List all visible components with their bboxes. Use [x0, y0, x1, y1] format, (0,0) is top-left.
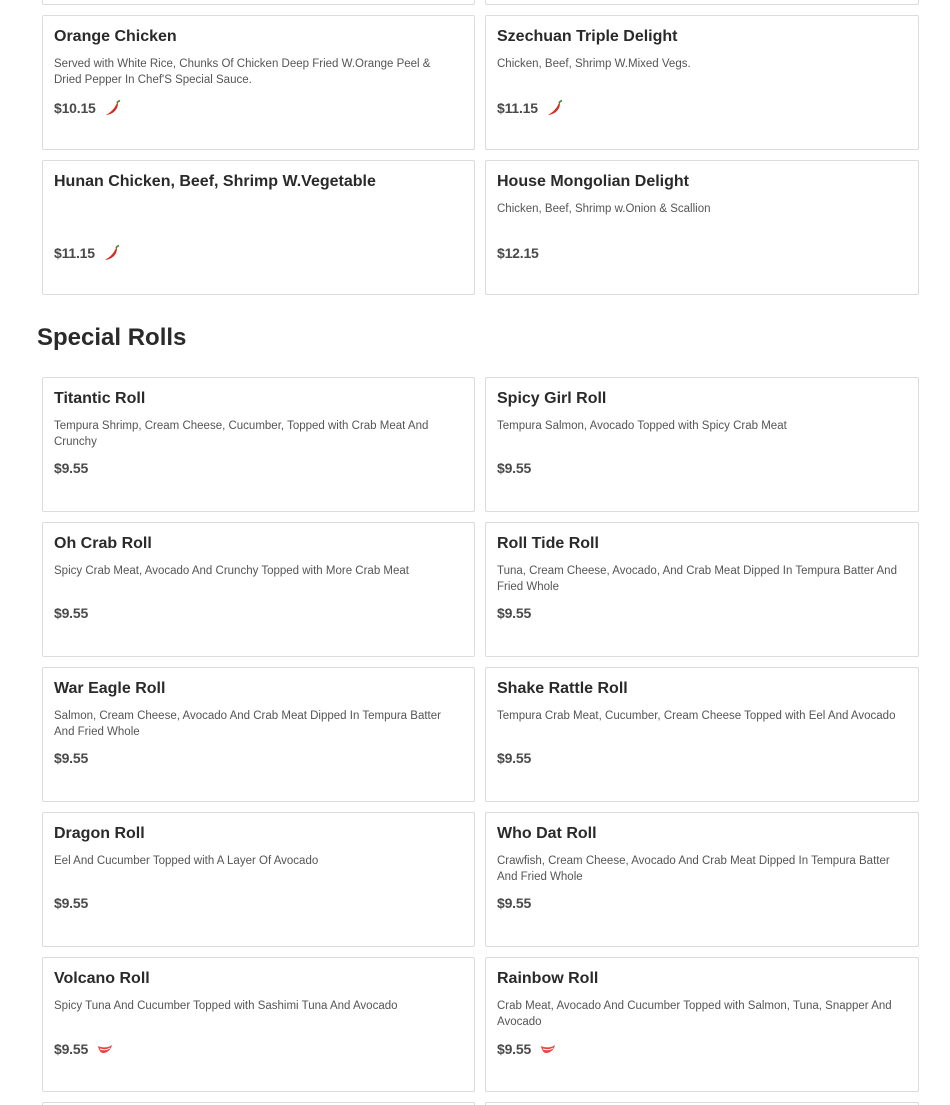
- item-name: Rainbow Roll: [497, 970, 599, 987]
- price-row: [497, 746, 531, 770]
- menu-item-card[interactable]: [42, 667, 475, 802]
- item-price: $9.55: [497, 750, 532, 766]
- item-price: $9.55: [497, 1041, 532, 1057]
- item-price: $9.55: [54, 1041, 89, 1057]
- menu-item-card[interactable]: [42, 15, 475, 150]
- item-price: $9.55: [497, 460, 532, 476]
- item-description: Crawfish, Cream Cheese, Avocado And Crab Meat Dipped In Tempura Batter And Fried Whole: [497, 855, 890, 883]
- special-rolls-grid: [42, 377, 919, 1092]
- menu-item-card[interactable]: [42, 377, 475, 512]
- price-row: [497, 456, 531, 480]
- item-price: $9.55: [54, 605, 89, 621]
- price-row: [54, 456, 88, 480]
- price-row: [54, 601, 88, 625]
- item-price: $9.55: [54, 895, 89, 911]
- item-price: $11.15: [497, 100, 538, 116]
- price-row: [497, 891, 531, 915]
- item-description: Chicken, Beef, Shrimp w.Onion & Scallion: [497, 203, 711, 215]
- item-price: $9.55: [54, 750, 89, 766]
- item-description: Eel And Cucumber Topped with A Layer Of Avocado: [54, 855, 319, 867]
- item-price: $11.15: [54, 245, 95, 261]
- item-name: Spicy Girl Roll: [497, 390, 607, 407]
- menu-item-card[interactable]: [485, 15, 919, 150]
- price-row: [497, 96, 564, 120]
- item-name: Dragon Roll: [54, 825, 145, 842]
- item-name: Szechuan Triple Delight: [497, 28, 678, 45]
- menu-item-card[interactable]: [42, 160, 475, 295]
- menu-item-card[interactable]: [485, 812, 919, 947]
- item-name: Oh Crab Roll: [54, 535, 152, 552]
- item-price: $9.55: [497, 605, 532, 621]
- item-name: Titantic Roll: [54, 390, 146, 407]
- entree-grid: [42, 15, 919, 295]
- item-description: Tuna, Cream Cheese, Avocado, And Crab Meat Dipped In Tempura Batter And Fried Whole: [497, 565, 897, 593]
- price-row: [54, 1037, 114, 1061]
- price-row: [497, 601, 531, 625]
- item-description: Spicy Crab Meat, Avocado And Crunchy Topped with More Crab Meat: [54, 565, 409, 577]
- price-row: [54, 241, 121, 265]
- item-description: Crab Meat, Avocado And Cucumber Topped with Salmon, Tuna, Snapper And Avocado: [497, 1000, 892, 1028]
- price-row: [497, 241, 539, 265]
- item-name: Volcano Roll: [54, 970, 150, 987]
- item-name: War Eagle Roll: [54, 680, 166, 697]
- menu-item-card[interactable]: [485, 667, 919, 802]
- price-row: [497, 1037, 557, 1061]
- menu-item-card[interactable]: [485, 522, 919, 657]
- item-price: $9.55: [54, 460, 89, 476]
- price-row: [54, 96, 122, 120]
- item-price: $9.55: [497, 895, 532, 911]
- price-row: [54, 746, 88, 770]
- menu-item-card[interactable]: [485, 160, 919, 295]
- item-description: Spicy Tuna And Cucumber Topped with Sashimi Tuna And Avocado: [54, 1000, 398, 1012]
- item-name: Roll Tide Roll: [497, 535, 599, 552]
- item-price: $12.15: [497, 245, 539, 261]
- chili-pepper-icon: [104, 99, 122, 117]
- menu-item-card[interactable]: [485, 377, 919, 512]
- item-name: Hunan Chicken, Beef, Shrimp W.Vegetable: [54, 173, 376, 190]
- price-row: [54, 891, 88, 915]
- partial-card-row-top: [42, 0, 919, 5]
- item-description: Chicken, Beef, Shrimp W.Mixed Vegs.: [497, 58, 691, 70]
- menu-item-card[interactable]: [42, 812, 475, 947]
- raw-fish-icon: [96, 1040, 114, 1058]
- menu-item-card[interactable]: [42, 522, 475, 657]
- item-name: Orange Chicken: [54, 28, 177, 45]
- chili-pepper-icon: [103, 244, 121, 262]
- raw-fish-icon: [539, 1040, 557, 1058]
- menu-item-card[interactable]: [42, 0, 475, 5]
- item-name: House Mongolian Delight: [497, 173, 689, 190]
- item-description: Tempura Crab Meat, Cucumber, Cream Cheese Topped with Eel And Avocado: [497, 710, 896, 722]
- item-description: Served with White Rice, Chunks Of Chicken Deep Fried W.Orange Peel & Dried Pepper In Chef'S Special Sauce.: [54, 58, 431, 86]
- chili-pepper-icon: [546, 99, 564, 117]
- menu-item-card[interactable]: [485, 957, 919, 1092]
- menu-item-card[interactable]: [485, 0, 919, 5]
- item-name: Who Dat Roll: [497, 825, 597, 842]
- item-description: Tempura Shrimp, Cream Cheese, Cucumber, Topped with Crab Meat And Crunchy: [54, 420, 429, 448]
- menu-item-card[interactable]: [42, 957, 475, 1092]
- item-description: Salmon, Cream Cheese, Avocado And Crab Meat Dipped In Tempura Batter And Fried Whole: [54, 710, 441, 738]
- item-name: Shake Rattle Roll: [497, 680, 628, 697]
- item-description: Tempura Salmon, Avocado Topped with Spicy Crab Meat: [497, 420, 787, 432]
- section-title: Special Rolls: [37, 324, 187, 351]
- item-price: $10.15: [54, 100, 96, 116]
